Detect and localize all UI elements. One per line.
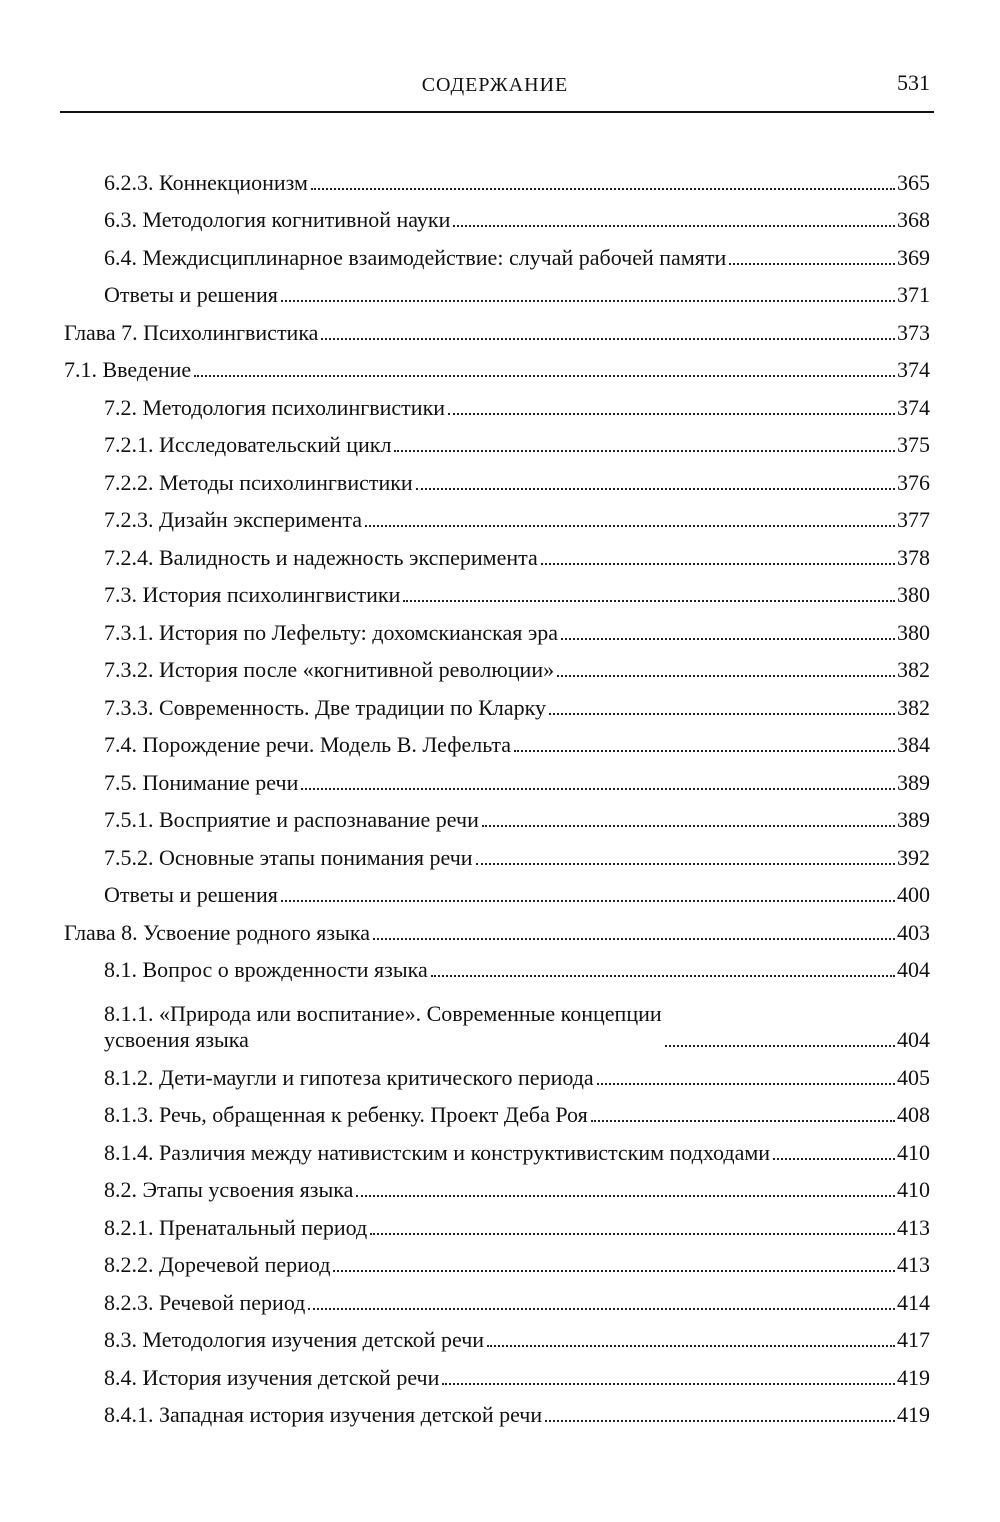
- toc-entry-title: 7.1. Введение: [64, 357, 192, 382]
- toc-entry: [64, 1395, 930, 1433]
- toc-entry: [64, 537, 930, 575]
- toc-entry-page: 410: [897, 1177, 930, 1202]
- dot-leader: [549, 713, 895, 715]
- toc-entry: [64, 950, 930, 988]
- dot-leader: [482, 825, 895, 827]
- toc-entry-title: 8.1.4. Различия между нативистским и конструктивистским подходами: [104, 1139, 771, 1165]
- dot-leader: [194, 375, 895, 377]
- toc-entry-page: 377: [897, 507, 930, 532]
- toc-entry: [64, 1207, 930, 1245]
- dot-leader: [773, 1158, 895, 1160]
- toc-chapter-entry: [64, 312, 930, 350]
- dot-leader: [487, 1345, 895, 1347]
- toc-entry-page: 419: [897, 1402, 930, 1427]
- toc-entry: [64, 425, 930, 463]
- toc-entry-title: 7.5. Понимание речи: [104, 769, 299, 795]
- toc-entry-page: 365: [897, 169, 930, 195]
- toc-entry-title: 7.4. Порождение речи. Модель В. Лефельта: [104, 732, 512, 757]
- toc-entry-title: 8.1.1. «Природа или воспитание». Современные концепции усвоения языка: [104, 1001, 662, 1052]
- toc-entry-page: 378: [897, 544, 930, 570]
- dot-leader: [356, 1195, 895, 1197]
- dot-leader: [442, 1383, 895, 1385]
- toc-entry-page: 389: [897, 769, 930, 795]
- toc-entry: [64, 1095, 930, 1133]
- dot-leader: [301, 788, 895, 790]
- dot-leader: [476, 863, 895, 865]
- toc-entry-title: 7.5.2. Основные этапы понимания речи: [104, 844, 473, 870]
- toc-entry: [64, 275, 930, 313]
- dot-leader: [333, 1270, 895, 1272]
- toc-entry: [64, 1320, 930, 1358]
- dot-leader: [729, 263, 895, 265]
- toc-entry-title: 7.3.1. История по Лефельту: дохомскианская эра: [104, 619, 559, 645]
- dot-leader: [394, 450, 895, 452]
- toc-entry-title: 8.2. Этапы усвоения языка: [104, 1177, 354, 1202]
- dot-leader: [431, 975, 895, 977]
- dot-leader: [514, 750, 895, 752]
- toc-entry: [64, 575, 930, 613]
- dot-leader: [321, 338, 895, 340]
- toc-entry: [64, 650, 930, 688]
- toc-entry-page: 382: [897, 657, 930, 682]
- toc-entry-title: 7.2. Методология психолингвистики: [104, 394, 446, 420]
- dot-leader: [281, 900, 895, 902]
- toc-entry-page: 373: [897, 319, 930, 345]
- toc-entry-title: 8.1.3. Речь, обращенная к ребенку. Проект Деба Роя: [104, 1102, 588, 1127]
- toc-entry-title: Глава 8. Усвоение родного языка: [64, 919, 370, 945]
- toc-entry-page: 404: [897, 1027, 930, 1052]
- dot-leader: [453, 225, 895, 227]
- toc-chapter-entry: [64, 350, 930, 388]
- toc-entry-title: 7.2.1. Исследовательский цикл: [104, 432, 392, 457]
- toc-entry: [64, 687, 930, 725]
- toc-entry-title: 7.5.1. Восприятие и распознавание речи: [104, 807, 479, 832]
- toc-entry: [64, 725, 930, 763]
- toc-entry-title: 6.2.3. Коннекционизм: [104, 169, 308, 195]
- dot-leader: [541, 563, 895, 565]
- toc-entry: [64, 387, 930, 425]
- toc-entry: [64, 762, 930, 800]
- running-header-title: СОДЕРЖАНИЕ: [421, 74, 569, 96]
- toc-entry-page: 405: [897, 1064, 930, 1090]
- toc-entry: [64, 1132, 930, 1170]
- dot-leader: [403, 600, 895, 602]
- toc-entry-title: 8.2.2. Доречевой период: [104, 1252, 331, 1277]
- dot-leader: [561, 638, 895, 640]
- toc-entry-title: 8.1. Вопрос о врожденности языка: [104, 957, 428, 982]
- toc-entry: [64, 875, 930, 913]
- dot-leader: [545, 1420, 895, 1422]
- toc-entry: [64, 162, 930, 200]
- page-header: [60, 62, 930, 108]
- toc-entry-title: Глава 7. Психолингвистика: [64, 319, 319, 345]
- toc-entry: [64, 1245, 930, 1283]
- toc-entry-title: 8.2.1. Пренатальный период: [104, 1214, 368, 1240]
- toc-entry-page: 417: [897, 1327, 930, 1352]
- toc-chapter-entry: [64, 912, 930, 950]
- toc-entry-title: Ответы и решения: [104, 882, 278, 907]
- toc-entry-page: 413: [897, 1252, 930, 1277]
- toc-entry-title: 7.3. История психолингвистики: [104, 582, 401, 607]
- toc-entry-page: 404: [897, 957, 930, 982]
- dot-leader: [365, 525, 895, 527]
- toc-entry: [64, 500, 930, 538]
- toc-entry: [64, 237, 930, 275]
- toc-entry-page: 414: [897, 1289, 930, 1315]
- toc-entry-page: 371: [897, 282, 930, 307]
- table-of-contents: [64, 162, 930, 1432]
- toc-entry-title: 8.1.2. Дети-маугли и гипотеза критического периода: [104, 1064, 594, 1090]
- dot-leader: [373, 938, 895, 940]
- toc-entry-page: 403: [897, 919, 930, 945]
- toc-entry-page: 413: [897, 1214, 930, 1240]
- toc-entry: [64, 1357, 930, 1395]
- toc-entry: [64, 1057, 930, 1095]
- toc-entry-page: 376: [897, 469, 930, 495]
- toc-entry: [64, 612, 930, 650]
- toc-entry: [64, 200, 930, 238]
- toc-entry-page: 392: [897, 844, 930, 870]
- toc-entry-page: 408: [897, 1102, 930, 1127]
- toc-entry: [64, 1170, 930, 1208]
- toc-entry-title: Ответы и решения: [104, 282, 278, 307]
- dot-leader: [665, 1045, 895, 1047]
- toc-entry-page: 375: [897, 432, 930, 457]
- dot-leader: [448, 413, 895, 415]
- dot-leader: [557, 675, 895, 677]
- dot-leader: [416, 488, 895, 490]
- toc-entry-page: 374: [897, 357, 930, 382]
- toc-entry-title: 7.2.2. Методы психолингвистики: [104, 469, 413, 495]
- toc-entry-title: 6.4. Междисциплинарное взаимодействие: случай рабочей памяти: [104, 244, 727, 270]
- page-number: 531: [897, 70, 930, 95]
- dot-leader: [591, 1120, 895, 1122]
- toc-entry-title: 8.3. Методология изучения детской речи: [104, 1327, 485, 1352]
- dot-leader: [370, 1233, 895, 1235]
- toc-entry-title: 7.3.3. Современность. Две традиции по Кларку: [104, 694, 547, 720]
- toc-entry-page: 419: [897, 1364, 930, 1390]
- toc-entry-page: 380: [897, 582, 930, 607]
- toc-entry-page: 384: [897, 732, 930, 757]
- toc-entry-page: 368: [897, 207, 930, 232]
- toc-entry: [64, 1282, 930, 1320]
- toc-entry-title: 8.2.3. Речевой период: [104, 1289, 306, 1315]
- toc-entry-page: 382: [897, 694, 930, 720]
- dot-leader: [311, 188, 895, 190]
- toc-entry-page: 389: [897, 807, 930, 832]
- toc-entry-title: 6.3. Методология когнитивной науки: [104, 207, 451, 232]
- toc-entry: [64, 462, 930, 500]
- toc-entry-page: 374: [897, 394, 930, 420]
- dot-leader: [597, 1083, 895, 1085]
- header-rule: [60, 111, 934, 113]
- toc-entry: [64, 837, 930, 875]
- toc-entry-title: 8.4.1. Западная история изучения детской речи: [104, 1402, 543, 1427]
- toc-entry-page: 369: [897, 244, 930, 270]
- toc-entry-page: 400: [897, 882, 930, 907]
- toc-entry-page: 410: [897, 1139, 930, 1165]
- toc-entry-title: 7.2.3. Дизайн эксперимента: [104, 507, 363, 532]
- dot-leader: [281, 300, 895, 302]
- toc-entry-title: 7.3.2. История после «когнитивной революции»: [104, 657, 555, 682]
- toc-entry: [64, 800, 930, 838]
- toc-entry: [64, 987, 930, 1057]
- toc-entry-page: 380: [897, 619, 930, 645]
- toc-entry-title: 7.2.4. Валидность и надежность эксперимента: [104, 544, 538, 570]
- dot-leader: [308, 1308, 895, 1310]
- toc-entry-title: 8.4. История изучения детской речи: [104, 1364, 440, 1390]
